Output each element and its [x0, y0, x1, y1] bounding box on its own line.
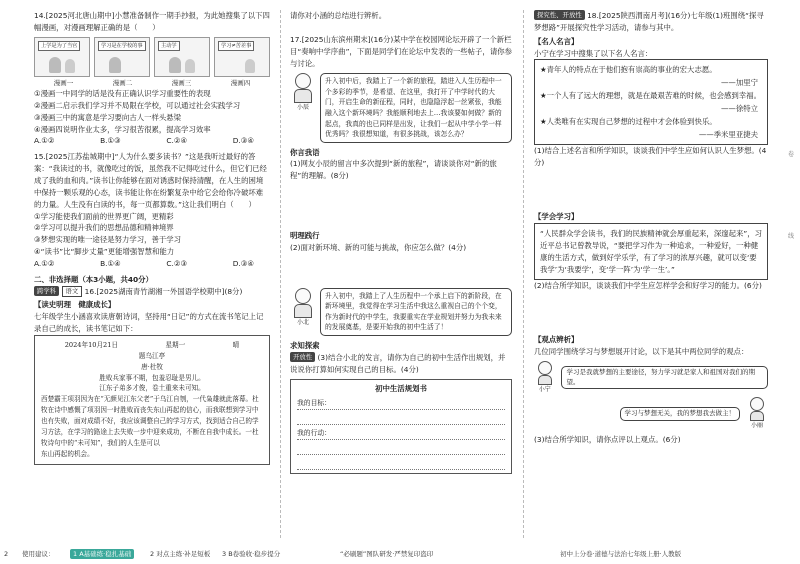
diary-weekday: 星期一	[165, 340, 186, 349]
q18-intro3: 几位同学围绕学习与梦想展开讨论，以下是其中两位同学的观点：	[534, 347, 749, 357]
plan-title: 初中生活规划书	[375, 384, 427, 394]
quote-text: ★一个人有了远大的理想，就是在最艰苦难的时候，也会感到幸福。	[540, 91, 761, 101]
q18-part2: (2)结合所学知识，谈谈我们中学生应怎样学会和好学习的能力。(6分)	[534, 281, 762, 291]
option-b[interactable]: B.①④	[100, 258, 121, 268]
q14-line: ②漫画二启示我们学习并不局限在学校，可以通过社会实践学习	[34, 100, 241, 110]
avatar	[746, 397, 768, 431]
comic-4-bubble: 学习≠苦差事	[218, 41, 254, 51]
view-bubble: 学习是我就梦想的主要途径，努力学习就是家人和祖国对我们的期望。	[561, 366, 768, 390]
comic-strip	[34, 37, 270, 77]
q18-subheading: 【观点辨析】	[534, 335, 579, 345]
poem-title: 题乌江亭	[138, 351, 166, 360]
avatar	[534, 361, 555, 395]
footer-step-3: 3 B卷验收·稳步提分	[222, 550, 281, 558]
plan-blank-line[interactable]	[297, 413, 505, 425]
quote-source: ——徐特立	[721, 103, 758, 113]
avatar-name: 小辰	[296, 104, 309, 112]
figure-icon	[185, 59, 195, 73]
view-bubble: 学习与梦想无关，我的梦想我去做主！	[620, 407, 741, 421]
comic-caption: 漫画二	[112, 78, 133, 87]
comic-3	[154, 37, 210, 77]
post-xiaochen	[290, 73, 512, 142]
q18-part3: (3)结合所学知识，请你点评以上观点。(6分)	[534, 435, 681, 445]
passage-box	[534, 223, 768, 280]
option-a[interactable]: A.①②	[34, 136, 55, 146]
diary-date: 2024年10月21日	[64, 340, 119, 349]
plan-goal-line[interactable]	[297, 398, 505, 410]
fold-mark: 线	[787, 233, 794, 240]
q15-stem: 15.[2025江苏盐城期中]“人为什么要多读书？”这是我听过最好的答案：“我读过的书，就像吃过的饭，虽然我不记得吃过什么，但它们已经成了我的血和肉。”读书让你能够在面对诱惑时保持清醒，在人生的困境中保持一颗乐观的心态，读书能让你在纷繁复杂中给它会给你冷破坏难的力量。人生没有白读的书，每一页都算数。”这让我们明白	[34, 152, 267, 209]
comic-1-bubble: 上学是为了当官	[38, 41, 80, 51]
answer-space[interactable]	[290, 182, 512, 228]
quotes-box	[534, 59, 768, 145]
page-number: 2	[4, 550, 9, 558]
q15-line: ②学习可以提升我们的思想品德和精神境界	[34, 223, 174, 233]
q18-subheading: 【学会学习】	[534, 212, 579, 222]
q14-line: ③漫画三中的寓意是学习要向古人一样头悬梁	[34, 112, 182, 122]
view-xiaoli	[534, 397, 768, 431]
comic-caption: 漫画三	[171, 78, 192, 87]
comic-2-bubble: 学习是在学校的事	[98, 41, 146, 51]
plan-form	[290, 379, 512, 474]
q16-stem: 16.[2025湖南青竹湖湘一外国语学校期中](8分)	[84, 286, 243, 296]
answer-space[interactable]	[534, 292, 768, 332]
avatar-name: 小丽	[750, 422, 763, 430]
comic-caption: 漫画一	[53, 78, 74, 87]
diary-tail: 东山再起的机会。	[41, 449, 94, 458]
column-middle	[290, 10, 512, 474]
figure-icon	[109, 57, 121, 73]
comic-4	[214, 37, 270, 77]
footer-right: 初中上分卷·道德与法治七年级上册·人教版	[560, 550, 682, 558]
q17-stem: 17.[2025山东滨州期末](16分)某中学在校园网论坛开辟了一个新栏目“奏响中学序曲”，下面是同学们在论坛中发表的一些帖子，请你参与讨论。	[290, 34, 512, 68]
speech-bubble: 升入初中，我踏上了人生历程中一个承上启下的新阶段，在新环境里，我觉得在学习生活中我这么重视自己的个个变，作为新时代的中学生，我要重实在学业规划并努力为我未来的发展奠基，是要开始我的初中生活了！	[320, 288, 512, 336]
q16-subheading: 【读史明理 健康成长】	[34, 300, 116, 310]
poem-verse: 江东子弟多才俊，卷土重来未可知。	[99, 384, 205, 393]
comic-2	[94, 37, 150, 77]
answer-space[interactable]	[290, 254, 512, 284]
q14-line: ④漫画四说明作业太多，学习很苦很累，提高学习效率	[34, 124, 211, 134]
tag-open: 开放性	[290, 352, 315, 362]
q17-heading: 求知探索	[290, 340, 320, 350]
column-right	[534, 10, 768, 446]
comic-captions	[34, 78, 270, 88]
q18-stem: 18.[2025陕西渭南月考](16分)七年级(1)班围绕“探寻梦想路”开展探究性学习活动，请参与其中。	[534, 11, 764, 32]
q15-line: ③梦想实现的唯一途径是努力学习，善于学习	[34, 235, 182, 245]
q16-intro: 七年级学生小涵喜欢读唐朝诗词，坚持用“日记”的方式在流书笔记上记录自己的成长，读书笔记如下：	[34, 312, 264, 334]
quote-source: ——加里宁	[721, 78, 758, 88]
question-16	[34, 286, 270, 465]
plan-goal-label: 我的目标：	[297, 399, 331, 408]
diary-weather: 晴	[232, 340, 240, 349]
question-15	[34, 151, 270, 269]
q18-part1: (1)结合上述名言和所学知识，谈谈我们中学生应如何认识人生梦想。(4分)	[534, 146, 767, 168]
plan-action-label: 我的行动：	[297, 429, 331, 438]
footer-use: 使用建议：	[22, 550, 55, 558]
passage-text: “人民群众学会读书，我们的民族精神就会厚重起来，深邃起来”，习近平总书记曾教导说，“要把学习作为一种追求，一种爱好，一种健康的生活方式，做到好学乐学，有了学习的浓厚兴趣，就可以变‘要我学’为‘我要学’，变‘学一阵’为‘学一生’。”	[540, 228, 762, 274]
question-17	[290, 34, 512, 474]
q18-subheading: 【名人名言】	[534, 36, 579, 46]
q17-heading: 你言我语	[290, 147, 320, 157]
plan-blank-line[interactable]	[297, 443, 505, 455]
q15-line: ④“读书”比“脚步丈量”更能增强智慧和能力	[34, 247, 175, 257]
footer-step-1: 1 A基础练·稳扎基础	[70, 549, 134, 559]
q17-heading: 明理践行	[290, 231, 320, 241]
q17-part1: (1)网友小辰的留言中多次提到“新的旅程”，请谈谈你对“新的旅程”的理解。(8分)	[290, 159, 497, 181]
tag-interdisciplinary: 跨学科	[34, 286, 59, 296]
figure-icon	[49, 57, 61, 73]
post-xiaobei	[290, 288, 512, 336]
page-footer	[0, 544, 800, 564]
plan-blank-line[interactable]	[297, 458, 505, 470]
quote-source: ——季米里亚捷夫	[698, 129, 758, 139]
q14-line: ①漫画一中同学的话是没有正确认识学习重要性的表现	[34, 89, 211, 99]
avatar	[290, 73, 316, 113]
option-c[interactable]: C.②④	[166, 136, 188, 146]
q14-stem: 14.[2025河北唐山期中]小慧准备制作一期手抄报，为此她搜集了以下四幅漫画，对漫画理解正确的是	[34, 11, 270, 32]
q14-paren: （ ）	[130, 22, 160, 32]
figure-icon	[65, 59, 75, 73]
option-b[interactable]: B.①③	[100, 136, 121, 146]
q15-paren: （ ）	[226, 199, 256, 209]
diary-body: 西楚霸王项羽因为在“无颜见江东父老”于乌江自刎，一代枭雄就此落幕。杜牧在诗中感慨了项羽因一时胜败而丧失东山再起的信心，而我联想到学习中也有失败，面对成绩不好，我应该调整自己的学习方式，找到适合自己的学习方法，在学习的路途上去失败一步中迎来成功，不断在自我中成长。一杜牧诗句中的“未可知”，我们的人生是可以	[41, 395, 259, 447]
comic-3-bubble: 主动学	[158, 41, 180, 51]
view-xiaoning	[534, 361, 768, 395]
comic-1	[34, 37, 90, 77]
question-18	[534, 10, 768, 446]
quote-text: ★青年人的特点在于他们抱有崇高的事业的宏大志愿。	[540, 65, 717, 75]
q17-part2: (2)面对新环境、新的可能与挑战，你应怎么做？(4分)	[290, 242, 467, 252]
tag-inquiry: 探究性、开放性	[534, 10, 585, 20]
poem-verse: 胜败兵家事不期，包羞忍耻是男儿。	[99, 373, 205, 382]
q17-part3: (3)结合小北的发言，请你为自己的初中生活作出规划，并说说你打算如何实现自己的目标。(4分)	[290, 352, 506, 374]
option-d[interactable]: D.③④	[232, 258, 254, 268]
figure-icon	[245, 59, 255, 73]
column-left	[34, 10, 270, 465]
q15-options	[34, 258, 270, 270]
option-c[interactable]: C.②③	[166, 258, 188, 268]
quote-text: ★人类唯有在实现自己梦想的过程中才会体验到快乐。	[540, 116, 717, 126]
option-a[interactable]: A.①②	[34, 258, 55, 268]
speech-bubble: 升入初中后，我踏上了一个新的旅程，踏进入人生历程中一个多彩的季节，是希望、在这里，我打开了中学时代的大门，开启生命的新征程，同时，也隐隐浮起一丝紧张，我能融入这个新环境吗？我能顺利地去上…我该要如何做？新的起点，我真的也已同样是出发，让我们一起从中学小学一样优秀吗？我很想知道，有很多挑战，该怎么办？	[320, 73, 512, 142]
q15-line: ①学习能使我们面前的世界更广阔，更精彩	[34, 211, 174, 221]
answer-space[interactable]	[534, 169, 768, 209]
column-divider	[523, 10, 524, 538]
poem-author: 唐·杜牧	[141, 362, 163, 371]
q18-intro: 小宁在学习中搜集了以下名人名言：	[534, 48, 653, 58]
q14-options	[34, 135, 270, 147]
section-heading: 二、非选择题（本3小题，共40分）	[34, 274, 153, 284]
fold-mark: 卷	[787, 151, 794, 158]
avatar-name: 小宁	[538, 385, 551, 393]
footer-step-2: 2 对点主练·补足短板	[150, 550, 211, 558]
footer-middle: “必刷题”图队研发·严禁复印盗印	[340, 550, 434, 558]
question-14	[34, 10, 270, 147]
avatar-name: 小北	[296, 318, 309, 326]
diary-note	[34, 335, 270, 465]
column-divider	[280, 10, 281, 538]
plan-action-line[interactable]	[297, 428, 505, 440]
option-d[interactable]: D.③④	[232, 136, 254, 146]
avatar	[290, 288, 316, 328]
comic-caption: 漫画四	[230, 78, 251, 87]
q16-prompt: 请你对小涵的总结进行辨析。	[290, 11, 387, 20]
figure-icon	[169, 57, 181, 73]
tag-subject: 语文	[62, 286, 83, 297]
